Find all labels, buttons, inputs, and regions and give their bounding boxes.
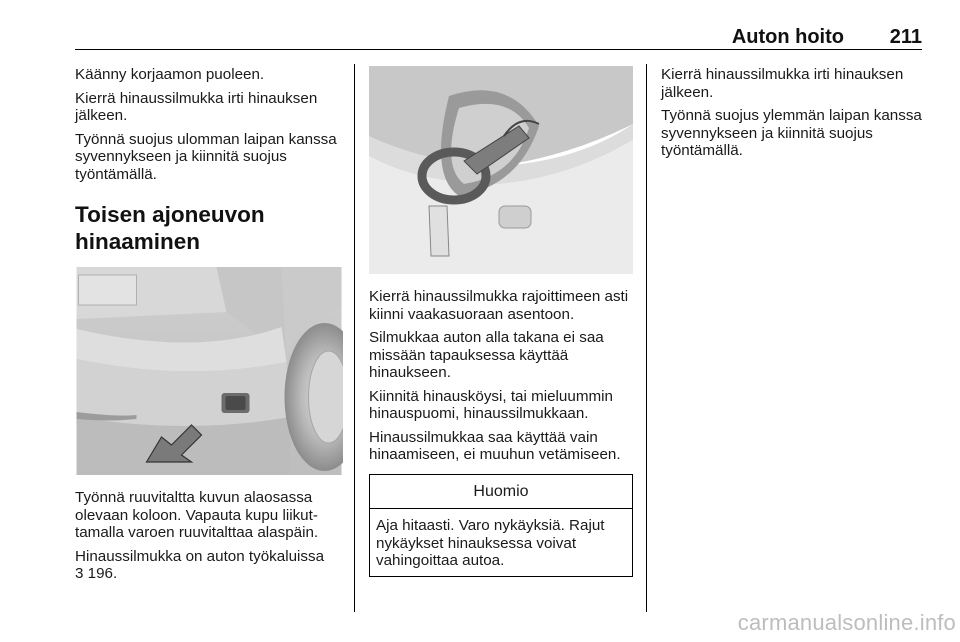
column-divider-1 — [354, 64, 355, 612]
section-heading: Toisen ajoneuvon hinaaminen — [75, 202, 265, 254]
paragraph: Kierrä hinaussilmukka rajoittimeen asti kiinni vaakasuoraan asentoon. — [369, 288, 629, 323]
column-divider-2 — [646, 64, 647, 612]
cross-reference: 3 196. — [75, 565, 118, 582]
middle-column — [369, 66, 633, 577]
notice-title: Huomio — [370, 475, 632, 510]
paragraph: Kierrä hinaussilmukka irti hinauksen jälkeen. — [661, 66, 904, 101]
paragraph: Käänny korjaamon puoleen. — [75, 66, 265, 83]
rear-bumper-photo — [75, 267, 343, 475]
section-title: Auton hoito — [731, 26, 844, 48]
paragraph: Silmukkaa auton alla takana ei saa missään tapauksessa käyttää hinaukseen. — [369, 329, 604, 381]
paragraph: Työnnä suojus ulomman laipan kanssa syvennykseen ja kiinnitä suojus työntämällä. — [75, 130, 337, 183]
page-header — [75, 22, 922, 50]
left-column — [75, 66, 343, 589]
right-column — [661, 66, 923, 166]
paragraph: Kiinnitä hinausköysi, tai mieluummin hinauspuomi, hinaussilmukkaan. — [369, 387, 613, 422]
paragraph: Hinaussilmukkaa saa käyttää vain hinaamiseen, ei muuhun vetämiseen. — [369, 428, 621, 463]
paragraph: Kierrä hinaussilmukka irti hinauksen jälkeen. — [75, 89, 318, 124]
paragraph: Työnnä ruuvitaltta kuvun alaosassa olevaan koloon. Vapauta kupu liikuttamalla varoen ruuvitalttaa alaspäin. — [75, 489, 319, 541]
notice-box — [369, 474, 633, 577]
paragraph: Työnnä suojus ylemmän laipan kanssa syvennykseen ja kiinnitä suojus työntämällä. — [661, 107, 922, 159]
tow-eye-photo — [369, 66, 633, 274]
paragraph: Hinaussilmukka on auton työkaluissa — [75, 547, 325, 565]
page-number: 211 — [889, 26, 922, 48]
notice-body: Aja hitaasti. Varo nykäyksiä. Rajut nykäykset hinauksessa voivat vahingoittaa autoa. — [376, 517, 605, 569]
watermark-text: carmanualsonline.info — [737, 610, 956, 635]
